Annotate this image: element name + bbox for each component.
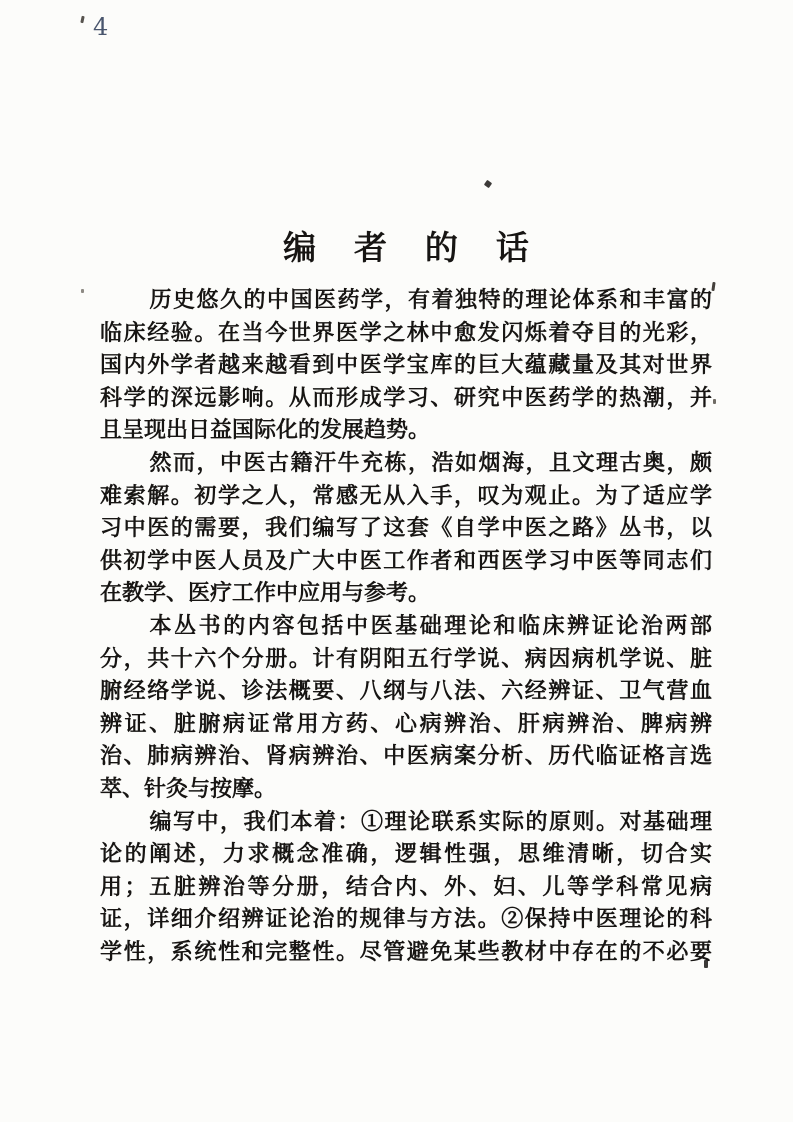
text-line: 临床经验。在当今世界医学之林中愈发闪烁着夺目的光彩， [100, 319, 712, 346]
text-line: 腑经络学说、诊法概要、八纲与八法、六经辨证、卫气营血 [100, 678, 712, 705]
text-line: 论的阐述，力求概念准确，逻辑性强，思维清晰，切合实 [100, 841, 712, 868]
scan-speck [713, 399, 716, 404]
text-line: 在教学、医疗工作中应用与参考。 [100, 580, 431, 607]
scan-speck [81, 289, 84, 293]
text-line: 供初学中医人员及广大中医工作者和西医学习中医等同志们 [100, 547, 712, 574]
text-line: 历史悠久的中国医药学，有着独特的理论体系和丰富的 [149, 287, 712, 313]
paragraph [100, 610, 712, 806]
paragraph [100, 806, 712, 969]
paragraph [100, 447, 712, 610]
text-line: 然而，中医古籍汗牛充栋，浩如烟海，且文理古奥，颇 [149, 449, 712, 476]
text-line: 难索解。初学之人，常感无从入手，叹为观止。为了适应学 [100, 482, 712, 509]
text-line: 用；五脏辨治等分册，结合内、外、妇、儿等学科常见病 [100, 873, 712, 900]
text-line: 习中医的需要，我们编写了这套《自学中医之路》丛书，以 [100, 515, 712, 542]
text-line: 辨证、脏腑病证常用方药、心病辨治、肝病辨治、脾病辨 [100, 710, 712, 737]
text-line: 科学的深远影响。从而形成学习、研究中医药学的热潮，并 [100, 384, 712, 411]
paragraph [100, 284, 712, 447]
text-line: 且呈现出日益国际化的发展趋势。 [100, 417, 431, 444]
scan-speck [80, 16, 84, 23]
text-line: 分，共十六个分册。计有阴阳五行学说、病因病机学说、脏 [100, 645, 712, 672]
text-line: 学性，系统性和完整性。尽管避免某些教材中存在的不必要 [100, 938, 712, 965]
page-title: 编 者 的 话 [283, 228, 543, 268]
text-line: 编写中，我们本着：①理论联系实际的原则。对基础理 [149, 808, 712, 835]
text-line: 萃、针灸与按摩。 [100, 775, 277, 802]
text-line: 本丛书的内容包括中医基础理论和临床辨证论治两部 [149, 612, 712, 639]
scan-speck [711, 282, 715, 291]
text-line: 国内外学者越来越看到中医学宝库的巨大蕴藏量及其对世界 [100, 352, 712, 379]
document-body [100, 284, 712, 968]
text-line: 证，详细介绍辨证论治的规律与方法。②保持中医理论的科 [100, 906, 712, 933]
text-line: 治、肺病辨治、肾病辨治、中医病案分析、历代临证格言选 [100, 743, 712, 770]
page-number: 4 [93, 13, 109, 41]
scan-speck [484, 180, 492, 188]
